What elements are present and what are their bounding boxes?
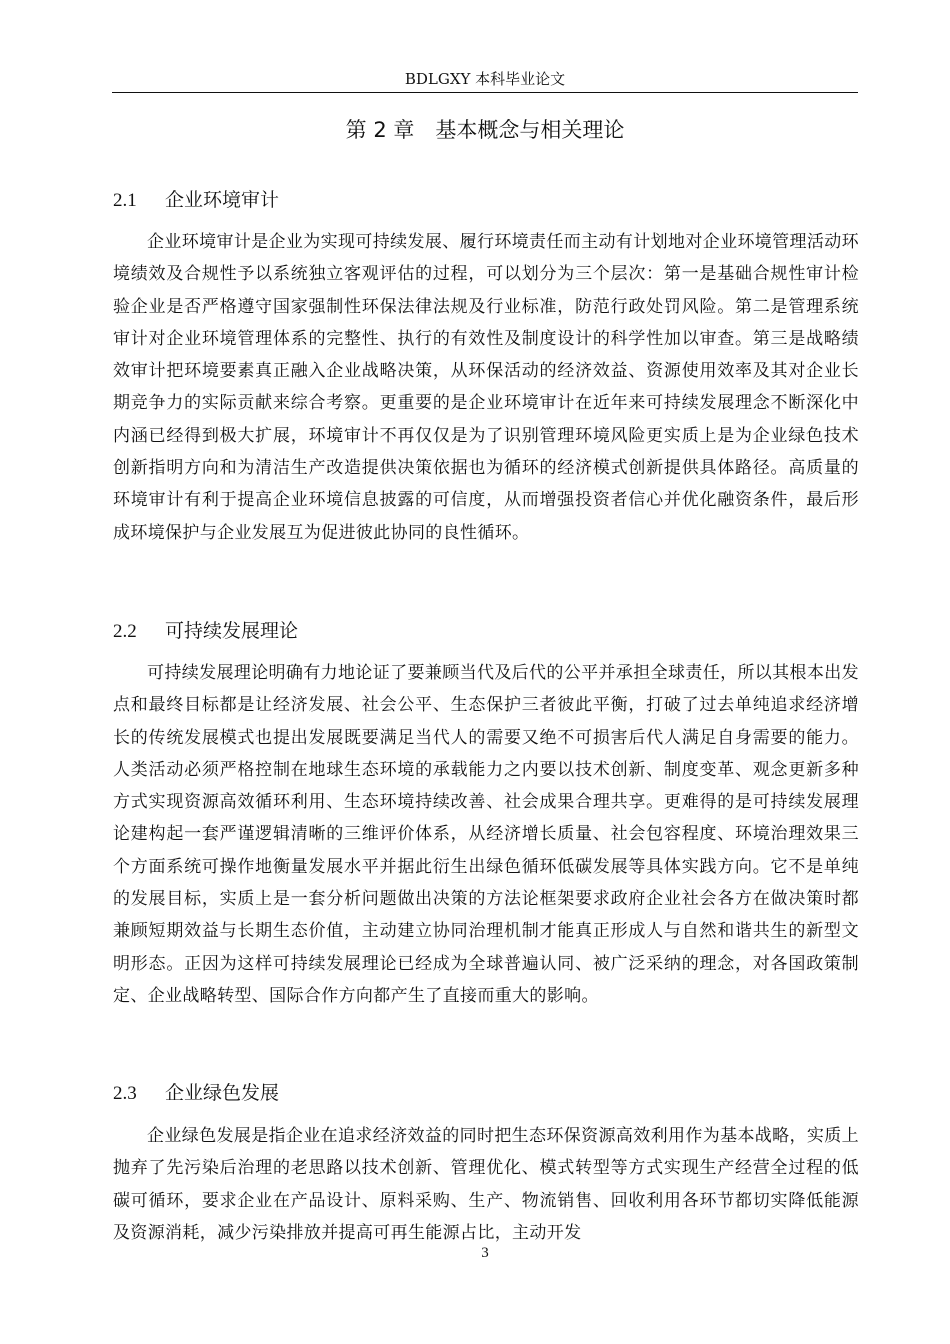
section-paragraph-2-3: 企业绿色发展是指企业在追求经济效益的同时把生态环保资源高效利用作为基本战略，实质上抛弃了先污染后治理的老思路以技术创新、管理优化、模式转型等方式实现生产经营全过程的低碳可循环，要求企业在产品设计、原料采购、生产、物流销售、回收利用各环节都切实降低能源及资源消耗，减少污染排放并提高可再生能源占比，主动开发: [113, 1126, 859, 1243]
section-paragraph-2-2: 可持续发展理论明确有力地论证了要兼顾当代及后代的公平并承担全球责任，所以其根本出发点和最终目标都是让经济发展、社会公平、生态保护三者彼此平衡，打破了过去单纯追求经济增长的传统发展模式也提出发展既要满足当代人的需要又绝不可损害后代人满足自身需要的能力。人类活动必须严格控制在地球生态环境的承载能力之内要以技术创新、制度变革、观念更新多种方式实现资源高效循环利用、生态环境持续改善、社会成果合理共享。更难得的是可持续发展理论建构起一套严谨逻辑清晰的三维评价体系，从经济增长质量、社会包容程度、环境治理效果三个方面系统可操作地衡量发展水平并据此衍生出绿色循环低碳发展等具体实践方向。它不是单纯的发展目标，实质上是一套分析问题做出决策的方法论框架要求政府企业社会各方在做决策时都兼顾短期效益与长期生态价值，主动建立协同治理机制才能真正形成人与自然和谐共生的新型文明形态。正因为这样可持续发展理论已经成为全球普遍认同、被广泛采纳的理念，对各国政策制定、企业战略转型、国际合作方向都产生了直接而重大的影响。: [113, 663, 859, 1006]
section-number: 2.1: [113, 190, 137, 211]
chapter-title: 第 2 章 基本概念与相关理论: [345, 118, 625, 142]
section-title: 企业环境审计: [165, 189, 280, 211]
header-rule: [112, 92, 858, 93]
section-heading-2-2: [113, 618, 859, 645]
section-heading-2-1: [113, 187, 859, 214]
page-number: 3: [481, 1245, 489, 1261]
section-number: 2.3: [113, 1083, 137, 1104]
section-title: 可持续发展理论: [165, 620, 299, 642]
section-number: 2.2: [113, 621, 137, 642]
running-header: BDLGXY 本科毕业论文: [404, 70, 566, 88]
section-paragraph-2-1: 企业环境审计是企业为实现可持续发展、履行环境责任而主动有计划地对企业环境管理活动环境绩效及合规性予以系统独立客观评估的过程，可以划分为三个层次：第一是基础合规性审计检验企业是否严格遵守国家强制性环保法律法规及行业标准，防范行政处罚风险。第二是管理系统审计对企业环境管理体系的完整性、执行的有效性及制度设计的科学性加以审查。第三是战略绩效审计把环境要素真正融入企业战略决策，从环保活动的经济效益、资源使用效率及其对企业长期竞争力的实际贡献来综合考察。更重要的是企业环境审计在近年来可持续发展理念不断深化中内涵已经得到极大扩展，环境审计不再仅仅是为了识别管理环境风险更实质上是为企业绿色技术创新指明方向和为清洁生产改造提供决策依据也为循环的经济模式创新提供具体路径。高质量的环境审计有利于提高企业环境信息披露的可信度，从而增强投资者信心并优化融资条件，最后形成环境保护与企业发展互为促进彼此协同的良性循环。: [113, 232, 859, 543]
section-title: 企业绿色发展: [165, 1082, 280, 1104]
section-heading-2-3: [113, 1080, 859, 1107]
